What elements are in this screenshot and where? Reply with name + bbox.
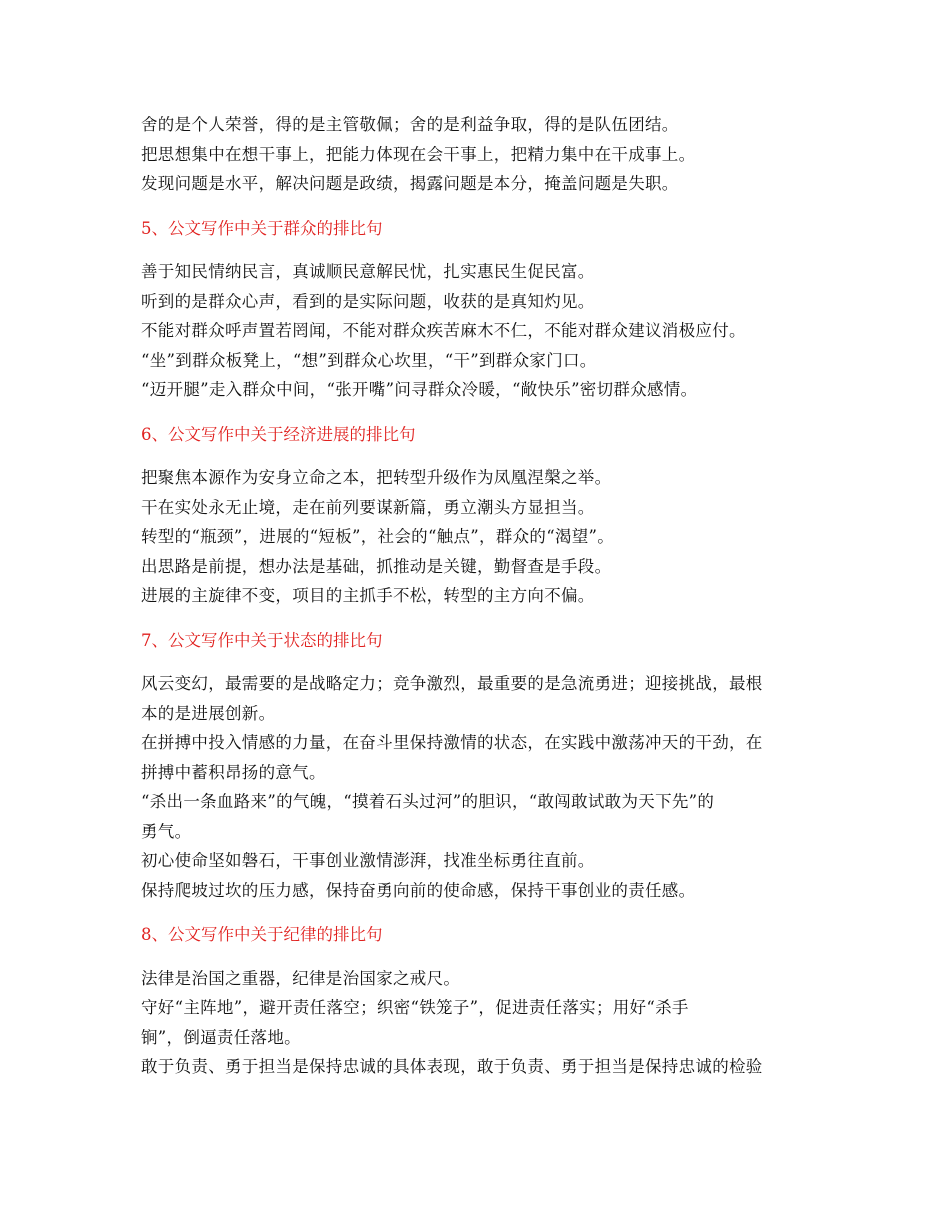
text-line: “迈开腿”走入群众中间，“张开嘴”问寻群众冷暖，“敞快乐”密切群众感情。: [141, 380, 698, 399]
text-line: 不能对群众呼声置若罔闻，不能对群众疾苦麻木不仁，不能对群众建议消极应付。: [141, 321, 746, 340]
text-line: 听到的是群众心声，看到的是实际问题，收获的是真知灼见。: [141, 291, 595, 311]
text-line: 守好“主阵地”，避开责任落空；织密“铁笼子”，促进责任落实；用好“杀手: [141, 998, 689, 1017]
section-discipline: [141, 920, 806, 1082]
text-line: 锏”，倒逼责任落地。: [141, 1027, 301, 1047]
paragraph: [141, 964, 806, 994]
text-line: 把思想集中在想干事上，把能力体现在会干事上，把精力集中在干成事上。: [141, 144, 696, 164]
text-line: 勇气。: [141, 821, 192, 841]
text-line: 在拼搏中投入情感的力量，在奋斗里保持激情的状态，在实践中激荡冲天的干劲，在: [141, 733, 763, 752]
text-line: 舍的是个人荣誉，得的是主管敬佩；舍的是利益争取，得的是队伍团结。: [141, 115, 679, 134]
paragraph: [141, 787, 806, 846]
text-line: “杀出一条血路来”的气魄，“摸着石头过河”的胆识，“敢闯敢试敢为天下先”的: [141, 792, 715, 811]
section-heading: 6、公文写作中关于经济进展的排比句: [141, 424, 416, 444]
text-line: 转型的“瓶颈”，进展的“短板”，社会的“触点”，群众的“渴望”。: [141, 527, 615, 546]
section-heading: 8、公文写作中关于纪律的排比句: [141, 925, 383, 944]
paragraph: [141, 876, 806, 906]
text-line: 进展的主旋律不变，项目的主抓手不松，转型的主方向不偏。: [141, 586, 595, 605]
paragraph: [141, 669, 806, 728]
section-economy: [141, 420, 806, 611]
paragraph: [141, 1052, 806, 1082]
section-intro: [141, 110, 806, 199]
text-line: 善于知民情纳民言，真诚顺民意解民忧，扎实惠民生促民富。: [141, 262, 595, 281]
paragraph: [141, 846, 806, 876]
text-line: 风云变幻，最需要的是战略定力；竞争激烈，最重要的是急流勇进；迎接挑战，最根: [141, 674, 763, 693]
text-line: 把聚焦本源作为安身立命之本，把转型升级作为凤凰涅槃之举。: [141, 468, 612, 487]
text-line: 发现问题是水平，解决问题是政绩，揭露问题是本分，掩盖问题是失职。: [141, 174, 679, 193]
text-line: 初心使命坚如磐石，干事创业激情澎湃，找准坐标勇往直前。: [141, 851, 595, 870]
section-heading: 5、公文写作中关于群众的排比句: [141, 218, 383, 238]
text-line: 敢于负责、勇于担当是保持忠诚的具体表现，敢于负责、勇于担当是保持忠诚的检验: [141, 1057, 763, 1076]
section-state: [141, 626, 806, 906]
text-line: 拼搏中蓄积昂扬的意气。: [141, 762, 326, 782]
section-masses: [141, 214, 806, 405]
paragraph: [141, 728, 806, 787]
paragraph: [141, 993, 806, 1052]
text-line: “坐”到群众板凳上，“想”到群众心坎里，“干”到群众家门口。: [141, 350, 597, 370]
text-line: 本的是进展创新。: [141, 703, 276, 723]
section-heading: 7、公文写作中关于状态的排比句: [141, 630, 383, 650]
text-line: 法律是治国之重器，纪律是治国家之戒尺。: [141, 968, 461, 988]
text-line: 保持爬坡过坎的压力感，保持奋勇向前的使命感，保持干事创业的责任感。: [141, 880, 696, 900]
text-line: 干在实处永无止境，走在前列要谋新篇，勇立潮头方显担当。: [141, 497, 595, 517]
text-line: 出思路是前提，想办法是基础，抓推动是关键，勤督查是手段。: [141, 556, 612, 576]
document-body: [141, 110, 806, 1082]
